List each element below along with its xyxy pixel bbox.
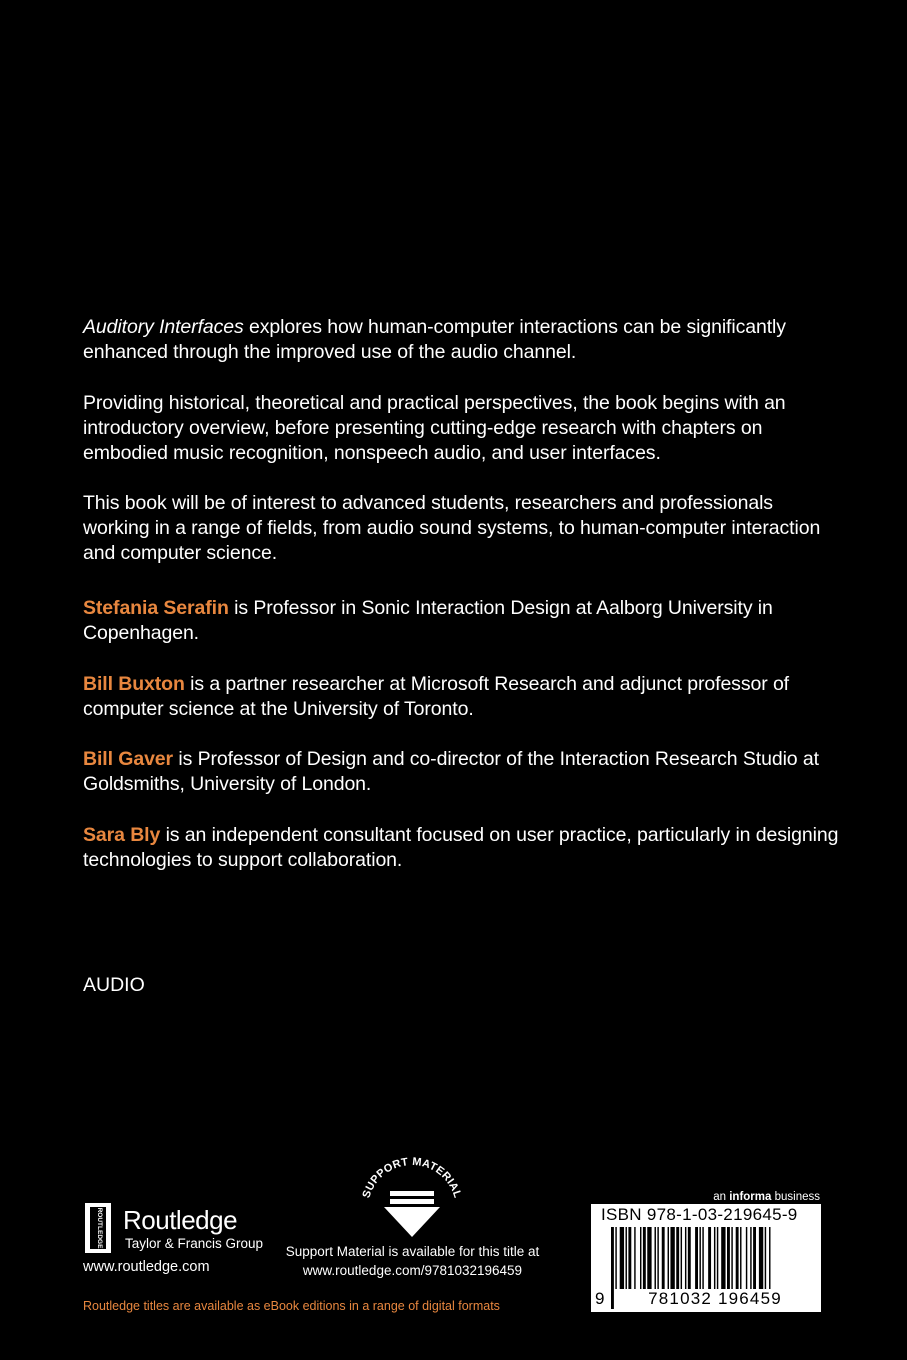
informa-bold: informa xyxy=(729,1191,772,1203)
author-bio-text: is an independent consultant focused on user practice, particularly in designing technologies to support collaboration. xyxy=(83,824,839,871)
author-name: Bill Gaver xyxy=(83,748,174,770)
author-bio xyxy=(83,823,843,873)
subject-category: AUDIO xyxy=(83,974,145,996)
support-url: www.routledge.com/9781032196459 xyxy=(302,1263,523,1278)
routledge-logo xyxy=(83,1203,273,1257)
author-bio xyxy=(83,672,843,722)
blurb-text: explores how human-computer interactions can be significantly enhanced through the improved use of the audio channel. xyxy=(83,316,786,363)
routledge-logo-icon xyxy=(83,1203,113,1253)
blurb-paragraph-1 xyxy=(83,315,843,365)
publisher-group: Taylor & Francis Group xyxy=(125,1236,264,1251)
informa-business-tag xyxy=(700,1191,820,1203)
author-bio xyxy=(83,747,843,797)
support-badge-text: SUPPORT MATERIAL xyxy=(360,1157,464,1200)
support-material-icon xyxy=(360,1157,464,1241)
informa-prefix: an xyxy=(713,1191,730,1203)
blurb-paragraph-3: This book will be of interest to advanced students, researchers and professionals working in a range of fields, from audio sound systems, to human-computer interaction and computer science. xyxy=(83,492,821,564)
author-bio-text: is Professor of Design and co-director of the Interaction Research Studio at Goldsmiths, University of London. xyxy=(83,748,819,795)
support-line-1: Support Material is available for this title at xyxy=(285,1244,540,1259)
barcode-digits: 781032 196459 xyxy=(615,1289,815,1309)
logo-mark-text: ROUTLEDGE xyxy=(96,1207,103,1249)
isbn-number: ISBN 978-1-03-219645-9 xyxy=(601,1205,798,1224)
publisher-website: www.routledge.com xyxy=(83,1259,210,1275)
book-title: Auditory Interfaces xyxy=(83,316,244,338)
isbn-barcode xyxy=(591,1204,821,1312)
author-bio-text: is a partner researcher at Microsoft Research and adjunct professor of computer science at the University of Toronto. xyxy=(83,673,790,720)
barcode-first-digit: 9 xyxy=(595,1289,605,1308)
author-bio-text: is Professor in Sonic Interaction Design at Aalborg University in Copenhagen. xyxy=(83,597,773,644)
author-bio xyxy=(83,596,843,646)
ebook-note: Routledge titles are available as eBook editions in a range of digital formats xyxy=(83,1299,500,1313)
author-name: Bill Buxton xyxy=(83,673,185,695)
publisher-name: Routledge xyxy=(123,1205,238,1235)
author-name: Stefania Serafin xyxy=(83,597,229,619)
support-material-note xyxy=(270,1242,555,1280)
blurb-paragraph-2: Providing historical, theoretical and practical perspectives, the book begins with an introductory overview, before presenting cutting-edge research with chapters on embodied music recognition, nonspeech audio, and user interfaces. xyxy=(83,392,786,464)
author-name: Sara Bly xyxy=(83,824,161,846)
informa-suffix: business xyxy=(771,1191,820,1203)
